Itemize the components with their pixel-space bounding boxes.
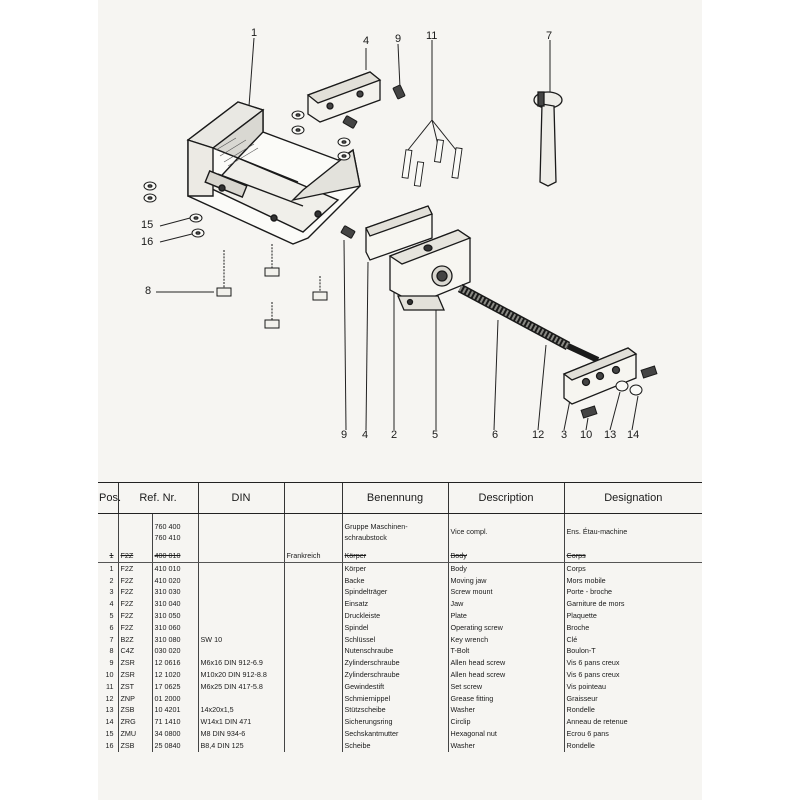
row-designation: Corps (564, 562, 702, 574)
row-din: M8 DIN 934-6 (198, 728, 284, 740)
leader-line-4-bottom (366, 262, 368, 430)
callout-10: 10 (580, 429, 593, 441)
row-designation: Anneau de retenue (564, 716, 702, 728)
row-din: SW 10 (198, 634, 284, 646)
row-din (198, 610, 284, 622)
row-pos: 10 (105, 669, 114, 679)
row-ref-number: 310 040 (152, 598, 198, 610)
callout-9-bottom: 9 (341, 429, 348, 441)
row-note: Frankreich (284, 550, 342, 562)
table-row (98, 693, 702, 705)
row-ref-number: 12 1020 (152, 669, 198, 681)
row-description: Washer (448, 704, 564, 716)
table-row (98, 634, 702, 646)
row-ref-prefix: F2Z (118, 550, 152, 562)
row-benennung: Nutenschraube (342, 645, 448, 657)
row-benennung: Druckleiste (342, 610, 448, 622)
vice-body-part (188, 102, 360, 244)
row-note (284, 681, 342, 693)
row-din (198, 622, 284, 634)
row-din: M10x20 DIN 912-8.8 (198, 669, 284, 681)
row-designation: Porte - broche (564, 586, 702, 598)
group-ref-a: 760 400 (154, 522, 181, 531)
t-bolts-part-8 (217, 244, 327, 328)
header-ref: Ref. Nr. (118, 483, 198, 514)
callout-8: 8 (145, 285, 152, 297)
table-row (98, 657, 702, 669)
row-ref-prefix: F2Z (118, 586, 152, 598)
row-designation: Plaquette (564, 610, 702, 622)
row-description: Allen head screw (448, 669, 564, 681)
row-description: Operating screw (448, 622, 564, 634)
header-designation: Designation (564, 483, 702, 514)
callout-4-top: 4 (363, 35, 370, 47)
row-pos: 11 (106, 681, 114, 691)
row-benennung: Spindelträger (342, 586, 448, 598)
leader-line-9-bottom (344, 240, 346, 430)
row-benennung: Körper (342, 562, 448, 574)
table-row (98, 704, 702, 716)
callout-4-bottom: 4 (362, 429, 369, 441)
row-ref-prefix: ZSB (118, 704, 152, 716)
row-ref-number: 310 060 (152, 622, 198, 634)
leader-line-3 (564, 400, 570, 430)
callout-13: 13 (604, 429, 617, 441)
row-ref-number: 410 020 (152, 575, 198, 587)
row-pos: 7 (109, 634, 114, 644)
callout-1: 1 (251, 27, 258, 39)
row-designation: Clé (564, 634, 702, 646)
leader-line-6 (494, 320, 498, 430)
row-designation: Rondelle (564, 740, 702, 752)
row-note (284, 728, 342, 740)
row-ref-prefix: ZRG (118, 716, 152, 728)
row-benennung: Zylinderschraube (342, 669, 448, 681)
leader-line-16 (160, 234, 192, 242)
row-description: Circlip (448, 716, 564, 728)
row-ref-number: 310 030 (152, 586, 198, 598)
row-pos: 9 (109, 658, 114, 668)
header-description: Description (448, 483, 564, 514)
row-din (198, 562, 284, 574)
row-designation: Graisseur (564, 693, 702, 705)
header-benennung: Benennung (342, 483, 448, 514)
row-ref-number: 17 0625 (152, 681, 198, 693)
row-designation: Vis 6 pans creux (564, 669, 702, 681)
row-note (284, 586, 342, 598)
callout-9-top: 9 (395, 33, 402, 45)
table-row (98, 610, 702, 622)
row-note (284, 562, 342, 574)
row-benennung: Gewindestift (342, 681, 448, 693)
table-row (98, 669, 702, 681)
row-benennung: Spindel (342, 622, 448, 634)
row-ref-prefix: F2Z (118, 575, 152, 587)
row-ref-prefix: ZSR (118, 669, 152, 681)
table-header-row (98, 483, 702, 514)
row-designation: Garniture de mors (564, 598, 702, 610)
group-designation: Ens. Étau-machine (564, 514, 702, 551)
row-pos: 8 (109, 646, 114, 656)
leader-line-13 (610, 392, 620, 430)
callout-12: 12 (532, 429, 545, 441)
row-note (284, 716, 342, 728)
row-pos: 1 (98, 550, 118, 562)
row-designation: Broche (564, 622, 702, 634)
row-designation: Boulon-T (564, 645, 702, 657)
row-benennung: Einsatz (342, 598, 448, 610)
row-din: B8,4 DIN 125 (198, 740, 284, 752)
row-note (284, 693, 342, 705)
moving-jaw-part-2 (366, 206, 470, 310)
row-benennung: Schlüssel (342, 634, 448, 646)
leader-line-9-top (398, 44, 400, 88)
group-row (98, 514, 702, 551)
table-row (98, 598, 702, 610)
operating-screw-part-6 (460, 288, 598, 360)
row-ref-prefix: ZSR (118, 657, 152, 669)
row-ref-prefix: F2Z (118, 610, 152, 622)
row-note (284, 704, 342, 716)
row-description: Hexagonal nut (448, 728, 564, 740)
row-ref-prefix: ZNP (118, 693, 152, 705)
row-ref-prefix: F2Z (118, 562, 152, 574)
row-designation: Vis 6 pans creux (564, 657, 702, 669)
leader-line-15 (160, 218, 190, 226)
row-pos: 1 (109, 563, 114, 573)
row-description: Screw mount (448, 586, 564, 598)
table-row (98, 645, 702, 657)
row-pos: 2 (109, 575, 114, 585)
table-row (98, 586, 702, 598)
parts-table (98, 482, 702, 752)
row-ref-number: 10 4201 (152, 704, 198, 716)
callout-2: 2 (391, 429, 398, 441)
row-note (284, 740, 342, 752)
callout-14: 14 (627, 429, 640, 441)
row-note (284, 634, 342, 646)
row-din: 14x20x1,5 (198, 704, 284, 716)
row-note (284, 610, 342, 622)
row-din (198, 586, 284, 598)
row-designation: Rondelle (564, 704, 702, 716)
group-ref-b: 760 410 (154, 533, 181, 542)
header-pos: Pos. (98, 483, 118, 514)
row-ref-number: 71 1410 (152, 716, 198, 728)
row-description: Body (448, 550, 564, 562)
row-ref-number: 34 0800 (152, 728, 198, 740)
header-din: DIN (198, 483, 284, 514)
row-ref-prefix: B2Z (118, 634, 152, 646)
row-pos: 14 (105, 717, 114, 727)
row-description: Allen head screw (448, 657, 564, 669)
row-pos: 3 (109, 587, 114, 597)
callout-7: 7 (546, 30, 553, 42)
group-description: Vice compl. (448, 514, 564, 551)
row-description: Jaw (448, 598, 564, 610)
row-din (198, 575, 284, 587)
row-description: Body (448, 562, 564, 574)
row-pos: 13 (105, 705, 114, 715)
table-row (98, 740, 702, 752)
row-ref-prefix: C4Z (118, 645, 152, 657)
group-benennung-b: schraubstock (344, 533, 387, 542)
row-designation: Ecrou 6 pans (564, 728, 702, 740)
row-benennung: Sicherungsring (342, 716, 448, 728)
row-note (284, 622, 342, 634)
row-pos: 4 (109, 599, 114, 609)
row-ref-number: 400 010 (152, 550, 198, 562)
screw-mount-part-3 (564, 348, 636, 404)
row-benennung: Stützscheibe (342, 704, 448, 716)
row-ref-number: 310 080 (152, 634, 198, 646)
table-row (98, 550, 702, 562)
row-ref-number: 25 0840 (152, 740, 198, 752)
row-ref-number: 12 0616 (152, 657, 198, 669)
table-row (98, 622, 702, 634)
row-pos: 16 (105, 740, 114, 750)
row-din (198, 693, 284, 705)
table-row (98, 728, 702, 740)
row-ref-prefix: ZST (118, 681, 152, 693)
row-designation: Mors mobile (564, 575, 702, 587)
row-ref-number: 410 010 (152, 562, 198, 574)
jaw-insert-part (308, 72, 380, 122)
row-ref-prefix: F2Z (118, 598, 152, 610)
table-row (98, 681, 702, 693)
row-designation: Vis pointeau (564, 681, 702, 693)
row-description: Plate (448, 610, 564, 622)
row-note (284, 598, 342, 610)
row-pos: 6 (109, 622, 114, 632)
row-pos: 15 (105, 728, 114, 738)
row-benennung: Scheibe (342, 740, 448, 752)
exploded-diagram (98, 0, 702, 480)
row-designation: Corps (564, 550, 702, 562)
row-benennung: Backe (342, 575, 448, 587)
callout-15: 15 (141, 219, 154, 231)
callout-16: 16 (141, 236, 154, 248)
row-description: Grease fitting (448, 693, 564, 705)
callout-11: 11 (426, 30, 438, 42)
row-note (284, 657, 342, 669)
row-din: M6x16 DIN 912-6.9 (198, 657, 284, 669)
row-description: Washer (448, 740, 564, 752)
row-benennung: Körper (342, 550, 448, 562)
row-ref-number: 310 050 (152, 610, 198, 622)
row-pos: 5 (109, 610, 114, 620)
leader-line-12 (538, 345, 546, 430)
table-row (98, 562, 702, 574)
table-row (98, 575, 702, 587)
row-ref-prefix: F2Z (118, 622, 152, 634)
row-note (284, 645, 342, 657)
row-ref-prefix: ZMU (118, 728, 152, 740)
header-note (284, 483, 342, 514)
row-note (284, 575, 342, 587)
row-note (284, 669, 342, 681)
row-description: Key wrench (448, 634, 564, 646)
leader-line-14 (632, 396, 638, 430)
row-description: Set screw (448, 681, 564, 693)
row-benennung: Sechskantmutter (342, 728, 448, 740)
row-benennung: Zylinderschraube (342, 657, 448, 669)
row-din (198, 645, 284, 657)
row-description: Moving jaw (448, 575, 564, 587)
callout-3: 3 (561, 429, 568, 441)
table-row (98, 716, 702, 728)
row-din: W14x1 DIN 471 (198, 716, 284, 728)
callout-6: 6 (492, 429, 499, 441)
row-ref-number: 01 2000 (152, 693, 198, 705)
row-din (198, 598, 284, 610)
row-description: T-Bolt (448, 645, 564, 657)
row-din (198, 550, 284, 562)
row-ref-prefix: ZSB (118, 740, 152, 752)
row-pos: 12 (105, 693, 114, 703)
callout-5: 5 (432, 429, 439, 441)
group-benennung-a: Gruppe Maschinen- (344, 522, 408, 531)
row-ref-number: 030 020 (152, 645, 198, 657)
key-wrench-part-7 (534, 92, 562, 186)
row-din: M6x25 DIN 417-5.8 (198, 681, 284, 693)
row-benennung: Schmiernippel (342, 693, 448, 705)
